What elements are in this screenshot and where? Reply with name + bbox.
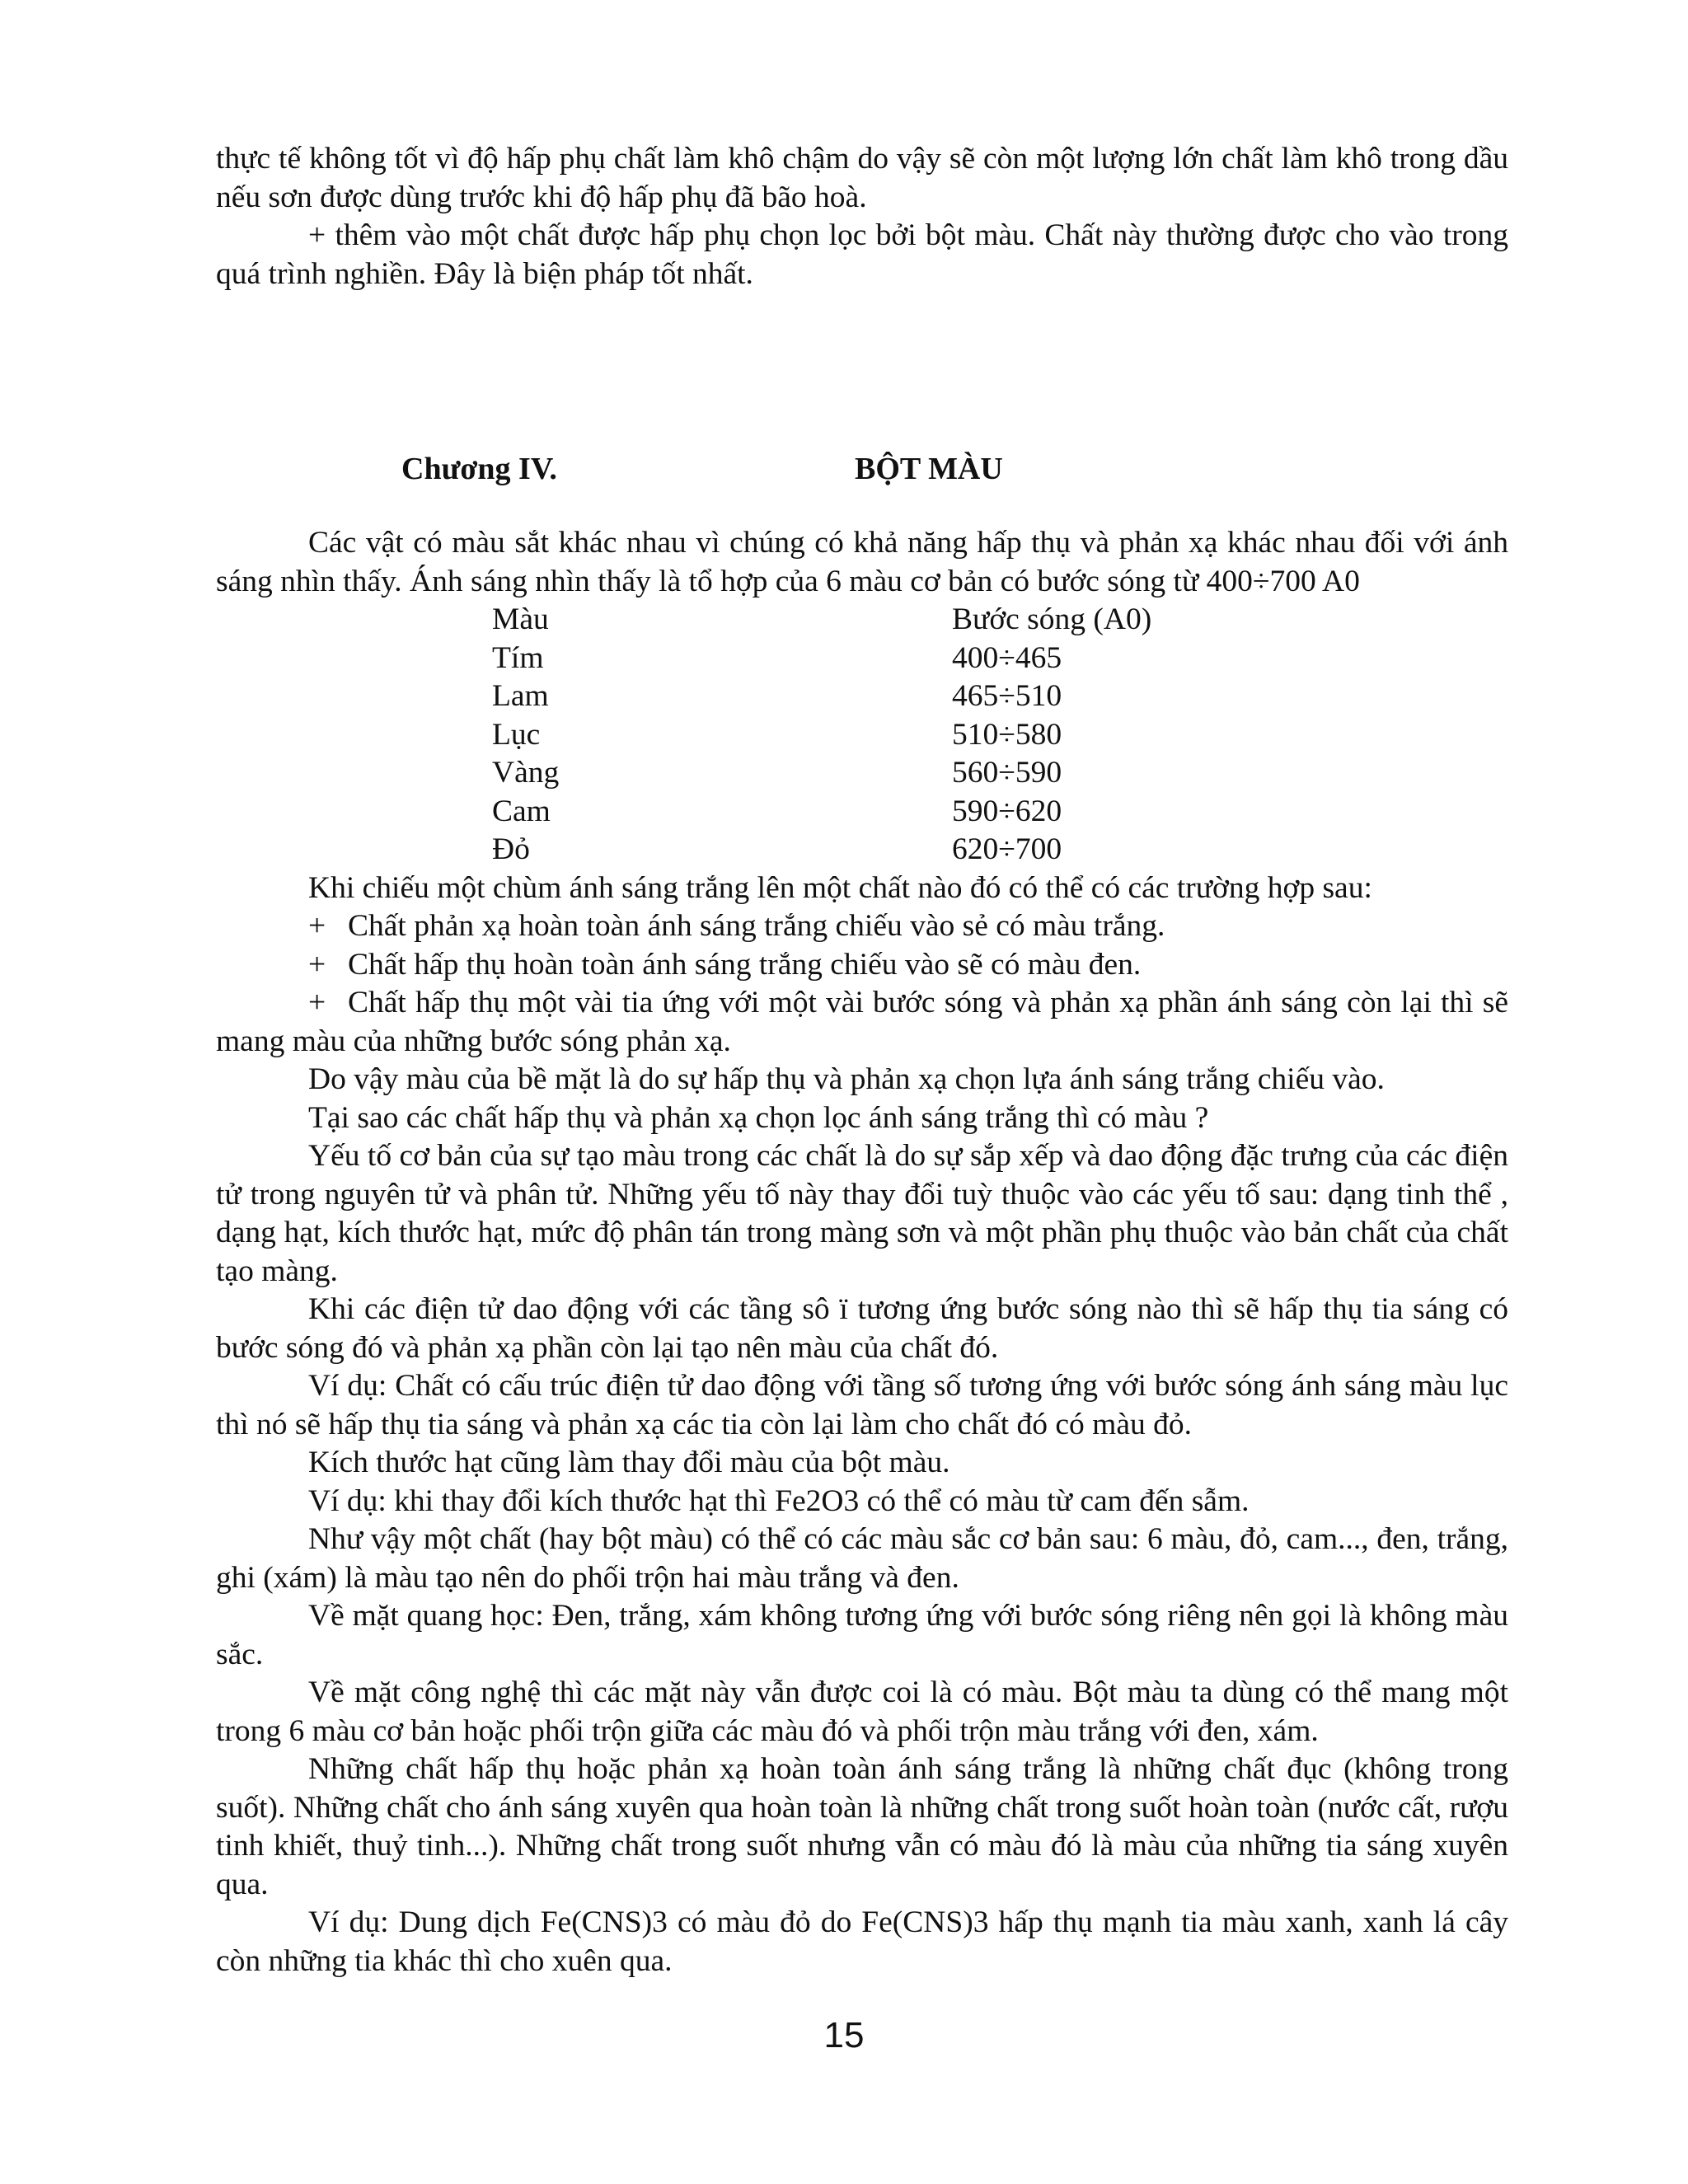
body-paragraph: Về mặt quang học: Đen, trắng, xám không tương ứng với bước sóng riêng nên gọi là không màu sắc. [216,1599,1508,1671]
body-paragraph: Tại sao các chất hấp thụ và phản xạ chọn lọc ánh sáng trắng thì có màu ? [308,1100,1209,1135]
body-paragraph: Kích thước hạt cũng làm thay đổi màu của bột màu. [308,1446,950,1479]
row-color: Tím [492,640,544,675]
plus-bullet: + [308,986,326,1019]
table-row [492,831,1234,869]
case-text: Chất hấp thụ một vài tia ứng với một vài bước sóng và phản xạ phần ánh sáng còn lại thì sẽ mang màu của những bước sóng phản xạ. [216,986,1508,1058]
row-color: Vàng [492,756,560,790]
row-range: 400÷465 [952,640,1062,675]
body-paragraph: Về mặt công nghệ thì các mặt này vẫn được coi là có màu. Bột màu ta dùng có thể mang một trong 6 màu cơ bản hoặc phối trộn giữa các màu đó và phối trộn màu trắng với đen, xám. [216,1675,1508,1748]
body-paragraph: Những chất hấp thụ hoặc phản xạ hoàn toàn ánh sáng trắng là những chất đục (không trong suốt). Những chất cho ánh sáng xuyên qua hoàn toàn là những chất trong suốt hoàn toàn (nước cất, rượu tinh khiết, thuỷ tinh...). Những chất trong suốt nhưng vẫn có màu đó là màu của những tia sáng xuyên qua. [216,1752,1508,1901]
plus-bullet: + [308,947,326,982]
row-range: 620÷700 [952,832,1062,866]
plus-bullet: + [308,909,326,943]
row-color: Lục [492,717,541,752]
table-row [492,793,1234,832]
lead-paragraph: Các vật có màu sắt khác nhau vì chúng có khả năng hấp thụ và phản xạ khác nhau đối với ánh sáng nhìn thấy. Ánh sáng nhìn thấy là tổ hợp của 6 màu cơ bản có bước sóng từ 400÷700 A0 [216,526,1508,598]
intro-paragraph-2: + thêm vào một chất được hấp phụ chọn lọc bởi bột màu. Chất này thường được cho vào trong quá trình nghiền. Đây là biện pháp tốt nhất. [216,218,1508,291]
table-row [492,754,1234,793]
chapter-heading [216,450,1508,524]
case-text: Chất hấp thụ hoàn toàn ánh sáng trắng chiếu vào sẽ có màu đen. [348,947,1142,982]
table-row [492,716,1234,755]
body-paragraph: Yếu tố cơ bản của sự tạo màu trong các chất là do sự sắp xếp và dao động đặc trưng của các điện tử trong nguyên tử và phân tử. Những yếu tố này thay đổi tuỳ thuộc vào các yếu tố sau: dạng tinh thể , dạng hạt, kích thước hạt, mức độ phân tán trong màng sơn và một phần phụ thuộc vào bản chất của chất tạo màng. [216,1139,1508,1288]
cases-intro: Khi chiếu một chùm ánh sáng trắng lên một chất nào đó có thể có các trường hợp sau: [308,870,1372,905]
body-paragraph: Ví dụ: khi thay đổi kích thước hạt thì Fe2O3 có thể có màu từ cam đến sẫm. [308,1483,1250,1518]
row-color: Đỏ [492,832,530,866]
table-row [492,677,1234,716]
chapter-number: Chương IV. [401,452,557,486]
case-text: Chất phản xạ hoàn toàn ánh sáng trắng chiếu vào sẻ có màu trắng. [348,909,1165,943]
wavelength-table [492,601,1234,869]
row-range: 465÷510 [952,679,1062,713]
case-item [216,946,1508,985]
case-item [216,984,1508,1061]
table-row [492,640,1234,678]
header-wavelength: Bước sóng (A0) [952,602,1152,636]
case-item [216,907,1508,946]
page-number: 15 [823,2015,865,2055]
body-paragraph: Do vậy màu của bề mặt là do sự hấp thụ và phản xạ chọn lựa ánh sáng trắng chiếu vào. [308,1062,1385,1096]
row-range: 510÷580 [952,717,1062,752]
row-color: Lam [492,679,549,713]
section-spacer [216,293,1508,450]
body-paragraph: Khi các điện tử dao động với các tầng sô ï tương ứng bước sóng nào thì sẽ hấp thụ tia sáng có bước sóng đó và phản xạ phần còn lại tạo nên màu của chất đó. [216,1292,1508,1365]
table-header-row [492,601,1234,640]
row-range: 590÷620 [952,794,1062,828]
intro-paragraph-1: thực tế không tốt vì độ hấp phụ chất làm khô chậm do vậy sẽ còn một lượng lớn chất làm khô trong dầu nếu sơn được dùng trước khi độ hấp phụ đã bão hoà. [216,142,1508,214]
row-range: 560÷590 [952,756,1062,790]
row-color: Cam [492,794,551,828]
body-paragraph: Ví dụ: Dung dịch Fe(CNS)3 có màu đỏ do Fe(CNS)3 hấp thụ mạnh tia màu xanh, xanh lá cây còn những tia khác thì cho xuên qua. [216,1905,1508,1978]
body-paragraph: Như vậy một chất (hay bột màu) có thể có các màu sắc cơ bản sau: 6 màu, đỏ, cam..., đen, trắng, ghi (xám) là màu tạo nên do phối trộn hai màu trắng và đen. [216,1522,1508,1595]
page-content [216,140,1508,1980]
header-color: Màu [492,602,549,636]
chapter-title: BỘT MÀU [855,452,1003,486]
body-paragraph: Ví dụ: Chất có cấu trúc điện tử dao động với tầng số tương ứng với bước sóng ánh sáng màu lục thì nó sẽ hấp thụ tia sáng và phản xạ các tia còn lại làm cho chất đó có màu đỏ. [216,1369,1508,1441]
